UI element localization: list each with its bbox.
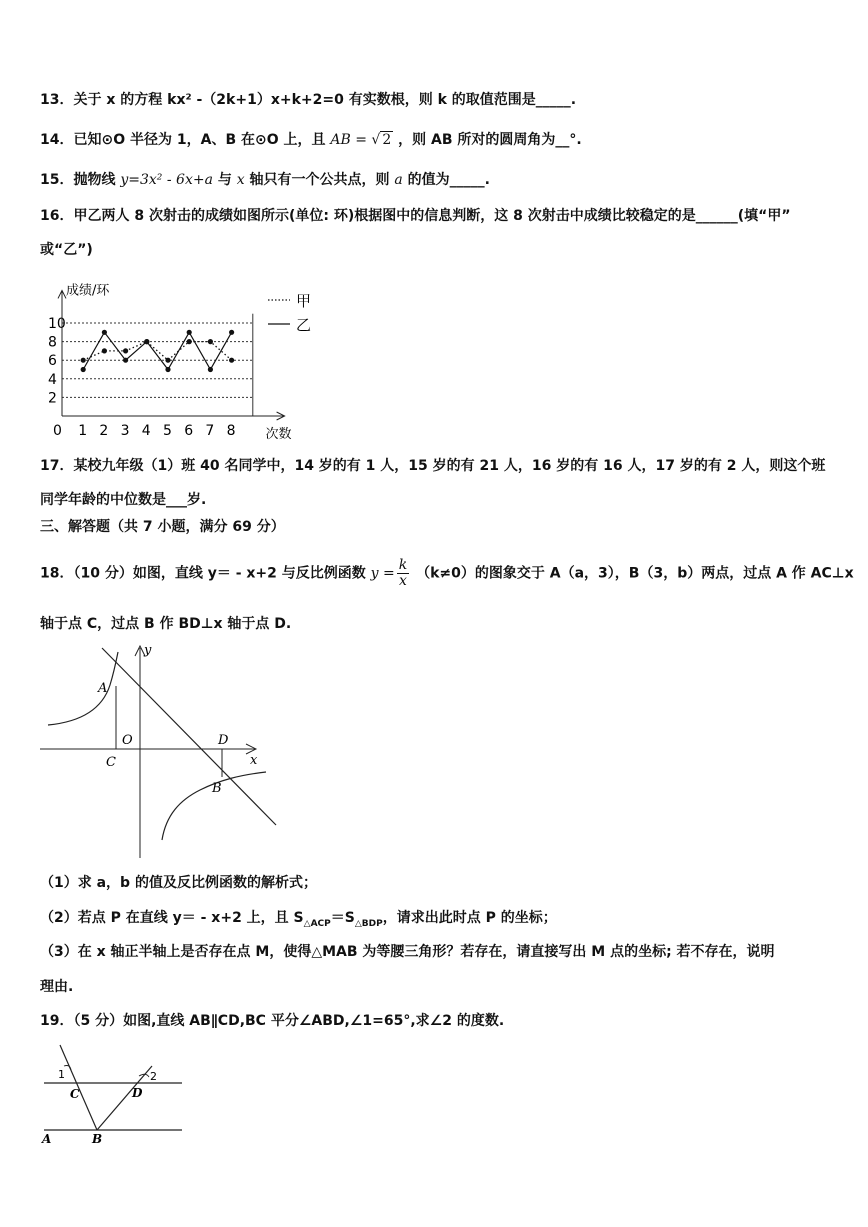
question-17-line2: 同学年龄的中位数是___岁.: [40, 492, 207, 508]
fig18-label-x: x: [250, 753, 258, 768]
q15-middle2: 轴只有一个公共点，则: [249, 172, 390, 188]
question-15: [40, 170, 490, 190]
question-19: 19．（5 分）如图,直线 AB∥CD,BC 平分∠ABD,∠1=65°,求∠2 的度数.: [40, 1013, 505, 1029]
series-1-point: [81, 358, 86, 363]
series-2-point: [102, 330, 107, 335]
x-tick-label: 1: [78, 423, 88, 439]
fig19-label-2: 2: [150, 1070, 157, 1083]
series-1-point: [208, 339, 213, 344]
q18-prefix: 18．（10 分）如图，直线 y＝ - x+2 与反比例函数: [40, 565, 366, 582]
question-16-line1: 16．甲乙两人 8 次射击的成绩如图所示(单位: 环)根据图中的信息判断，这 8 次射击中成绩比较稳定的是______(填“甲”: [40, 208, 791, 224]
q14-suffix: ，则 AB 所对的圆周角为__°.: [398, 132, 582, 148]
q14-radicand: 2: [382, 132, 392, 148]
fig19-label-1: 1: [58, 1068, 65, 1081]
y-tick-label: 8: [48, 334, 57, 351]
section-3-heading: 三、解答题（共 7 小题，满分 69 分）: [40, 519, 285, 535]
q15-x: x: [236, 172, 245, 188]
fig19-label-c: C: [70, 1087, 80, 1101]
question-17-line1: 17．某校九年级（1）班 40 名同学中，14 岁的有 1 人，15 岁的有 21 人，16 岁的有 16 人，17 岁的有 2 人，则这个班: [40, 458, 826, 474]
legend-label: 甲: [296, 292, 312, 310]
fig18-label-d: D: [218, 733, 229, 748]
q18-p2-mid: ＝S: [330, 910, 355, 926]
y-tick-label: 10: [48, 316, 66, 332]
series-2-point: [229, 330, 234, 335]
series-2-point: [144, 339, 149, 344]
q18-fraction-num: k: [398, 557, 408, 573]
fig19-label-a: A: [42, 1132, 52, 1146]
question-18-line2: 轴于点 C，过点 B 作 BD⊥x 轴于点 D.: [40, 616, 292, 632]
q14-sqrt: √ 2: [371, 132, 392, 148]
q19-figure: [36, 1040, 186, 1146]
fig18-label-o: O: [122, 733, 133, 748]
q14-math-lhs: AB =: [330, 132, 372, 148]
fig19-label-b: B: [92, 1132, 103, 1146]
x-tick-label: 3: [120, 423, 130, 439]
question-14: [40, 130, 582, 150]
q18-y-eq: y =: [370, 565, 395, 582]
q18-fraction-den: x: [399, 573, 407, 589]
question-18-line1: [40, 558, 854, 589]
q15-a: a: [394, 172, 403, 188]
series-2-point: [123, 358, 128, 363]
fig18-label-b: B: [212, 781, 222, 796]
legend-label: 乙: [296, 316, 312, 334]
question-18-part3-line1: （3）在 x 轴正半轴上是否存在点 M，使得△MAB 为等腰三角形？若存在，请直接写出 M 点的坐标; 若不存在，说明: [40, 944, 775, 960]
series-1-point: [187, 339, 192, 344]
series-2-point: [165, 367, 170, 372]
series-1-point: [229, 358, 234, 363]
y-tick-label: 6: [48, 353, 57, 370]
x-tick-label: 8: [226, 423, 236, 439]
y-tick-label: 4: [48, 371, 57, 388]
q18-p2-sub1: △ACP: [303, 918, 331, 929]
fig19-label-d: D: [132, 1086, 143, 1100]
q14-prefix: 14．已知⊙O 半径为 1，A、B 在⊙O 上，且: [40, 132, 326, 148]
question-18-part2: [40, 908, 557, 934]
x-axis-label: 次数: [265, 427, 292, 442]
question-16-line2: 或“乙”): [40, 242, 93, 258]
q15-middle: 与: [217, 172, 232, 188]
series-1-point: [123, 348, 128, 353]
shooting-score-chart: [40, 268, 330, 444]
q18-suffix: （k≠0）的图象交于 A（a，3），B（3，b）两点，过点 A 作 AC⊥x: [416, 565, 854, 582]
fig18-label-c: C: [106, 755, 116, 770]
q15-suffix: 的值为_____.: [407, 172, 490, 188]
q18-figure: [40, 640, 280, 862]
fig18-label-y: y: [144, 643, 152, 658]
q18-fraction: [397, 558, 409, 589]
y-tick-label: 2: [48, 390, 57, 407]
question-18-part1: （1）求 a，b 的值及反比例函数的解析式；: [40, 875, 317, 891]
series-2-point: [81, 367, 86, 372]
series-1-point: [165, 358, 170, 363]
q18-p2-suffix: ，请求出此时点 P 的坐标；: [382, 910, 557, 926]
x-tick-label: 4: [141, 423, 151, 439]
question-13: 13．关于 x 的方程 kx² -（2k+1）x+k+2=0 有实数根，则 k 的取值范围是_____.: [40, 92, 577, 108]
q18-p2-prefix: （2）若点 P 在直线 y＝ - x+2 上，且 S: [40, 910, 304, 926]
x-tick-label: 6: [184, 423, 194, 439]
series-2-point: [187, 330, 192, 335]
x-tick-label: 5: [163, 423, 172, 439]
series-2-point: [208, 367, 213, 372]
q15-prefix: 15．抛物线: [40, 172, 116, 188]
question-18-part3-line2: 理由.: [40, 979, 74, 995]
x-tick-label: 2: [99, 423, 109, 439]
fig18-label-a: A: [98, 681, 108, 696]
q15-expr: y=3x² - 6x+a: [120, 172, 213, 188]
y-axis-label: 成绩/环: [66, 283, 110, 299]
x-tick-label: 7: [205, 423, 215, 439]
series-1-point: [102, 348, 107, 353]
x-tick-label: 0: [53, 423, 62, 439]
q18-p2-sub2: △BDP: [354, 918, 383, 929]
